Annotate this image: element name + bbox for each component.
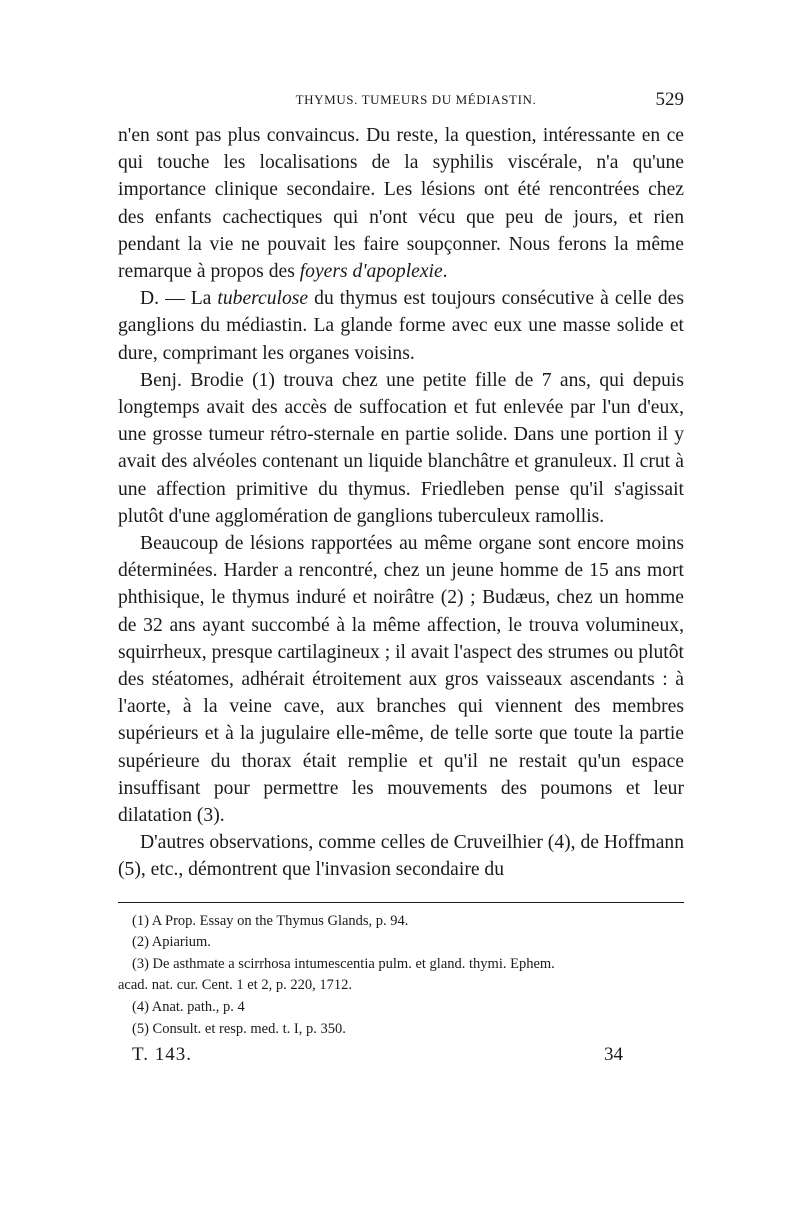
book-page [118,89,685,1070]
paragraph-text: n'en sont pas plus convaincus. Du reste, la question, intéressante en ce qui touche les localisations de la syphilis viscérale, n'a qu'une importance clinique secondaire. Les lésions ont été rencontrées chez des enfants cachectiques qui n'ont vécu que peu de jours, et rien pendant la vie ne pouvait les faire soupçonner. Nous ferons la même remarque à propos des [118,125,684,283]
paragraph-text: D'autres observations, comme celles de Cruveilhier (4), de Hoffmann (5), etc., démontrent que l'invasion secondaire du [118,832,685,881]
italic-term: tuberculose [217,288,309,310]
paragraph-tuberculose [118,285,684,367]
running-head-title: THYMUS. TUMEURS DU MÉDIASTIN. [295,92,537,107]
footnote: (3) De asthmate a scirrhosa intumescentia pulm. et gland. thymi. Ephem. [132,955,555,972]
paragraph-harder [118,530,684,829]
footnote: (4) Anat. path., p. 4 [132,999,245,1016]
printer-signature [118,1044,684,1070]
footnotes [118,911,684,1041]
section-letter: D. — La [140,288,218,310]
body-text [118,122,684,884]
volume-mark: T. 143. [132,1044,192,1066]
sheet-number: 34 [604,1044,623,1066]
italic-term: foyers d'apoplexie [299,261,443,283]
paragraph-text: du thymus est toujours consécutive à celle des ganglions du médiastin. La glande forme avec eux une masse solide et dure, comprimant les organes voisins. [118,288,684,364]
paragraph-syphilis [118,122,684,285]
paragraph-text: Beaucoup de lésions rapportées au même organe sont encore moins déterminées. Harder a rencontré, chez un jeune homme de 15 ans mort phthisique, le thymus induré et noirâtre (2) ; Budæus, chez un homme de 32 ans ayant succombé à la même affection, le trouva volumineux, squirrheux, presque cartilagineux ; il avait l'aspect des strumes ou plutôt des stéatomes, adhérait étroitement aux gros vaisseaux ascendants : à l'aorte, à la veine cave, aux branches qui viennent des membres supérieurs et à la jugulaire elle-même, de telle sorte que toute la partie supérieure du thorax était remplie et qu'il ne restait qu'un espace insuffisant pour permettre les mouvements des poumons et leur dilatation (3). [118,533,684,827]
paragraph-text: . [442,261,448,283]
footnote-rule [118,902,684,903]
paragraph-text: Benj. Brodie (1) trouva chez une petite fille de 7 ans, qui depuis longtemps avait des accès de suffocation et fut enlevée par l'un d'eux, une grosse tumeur rétro-sternale en partie solide. Dans une portion il y avait des alvéoles contenant un liquide blanchâtre et granuleux. Il crut à une affection primitive du thymus. Friedleben pense qu'il s'agissait plutôt d'une agglomération de ganglions tuberculeux ramollis. [118,369,684,527]
paragraph-brodie [118,367,684,530]
paragraph-cruveilhier [118,829,684,883]
footnote: (5) Consult. et resp. med. t. I, p. 350. [132,1020,346,1037]
running-head [118,89,684,116]
footnote: (2) Apiarium. [132,934,211,951]
page-number: 529 [655,89,684,110]
footnote: (1) A Prop. Essay on the Thymus Glands, p. 94. [132,912,409,929]
footnote-continuation: acad. nat. cur. Cent. 1 et 2, p. 220, 1712. [118,977,352,994]
